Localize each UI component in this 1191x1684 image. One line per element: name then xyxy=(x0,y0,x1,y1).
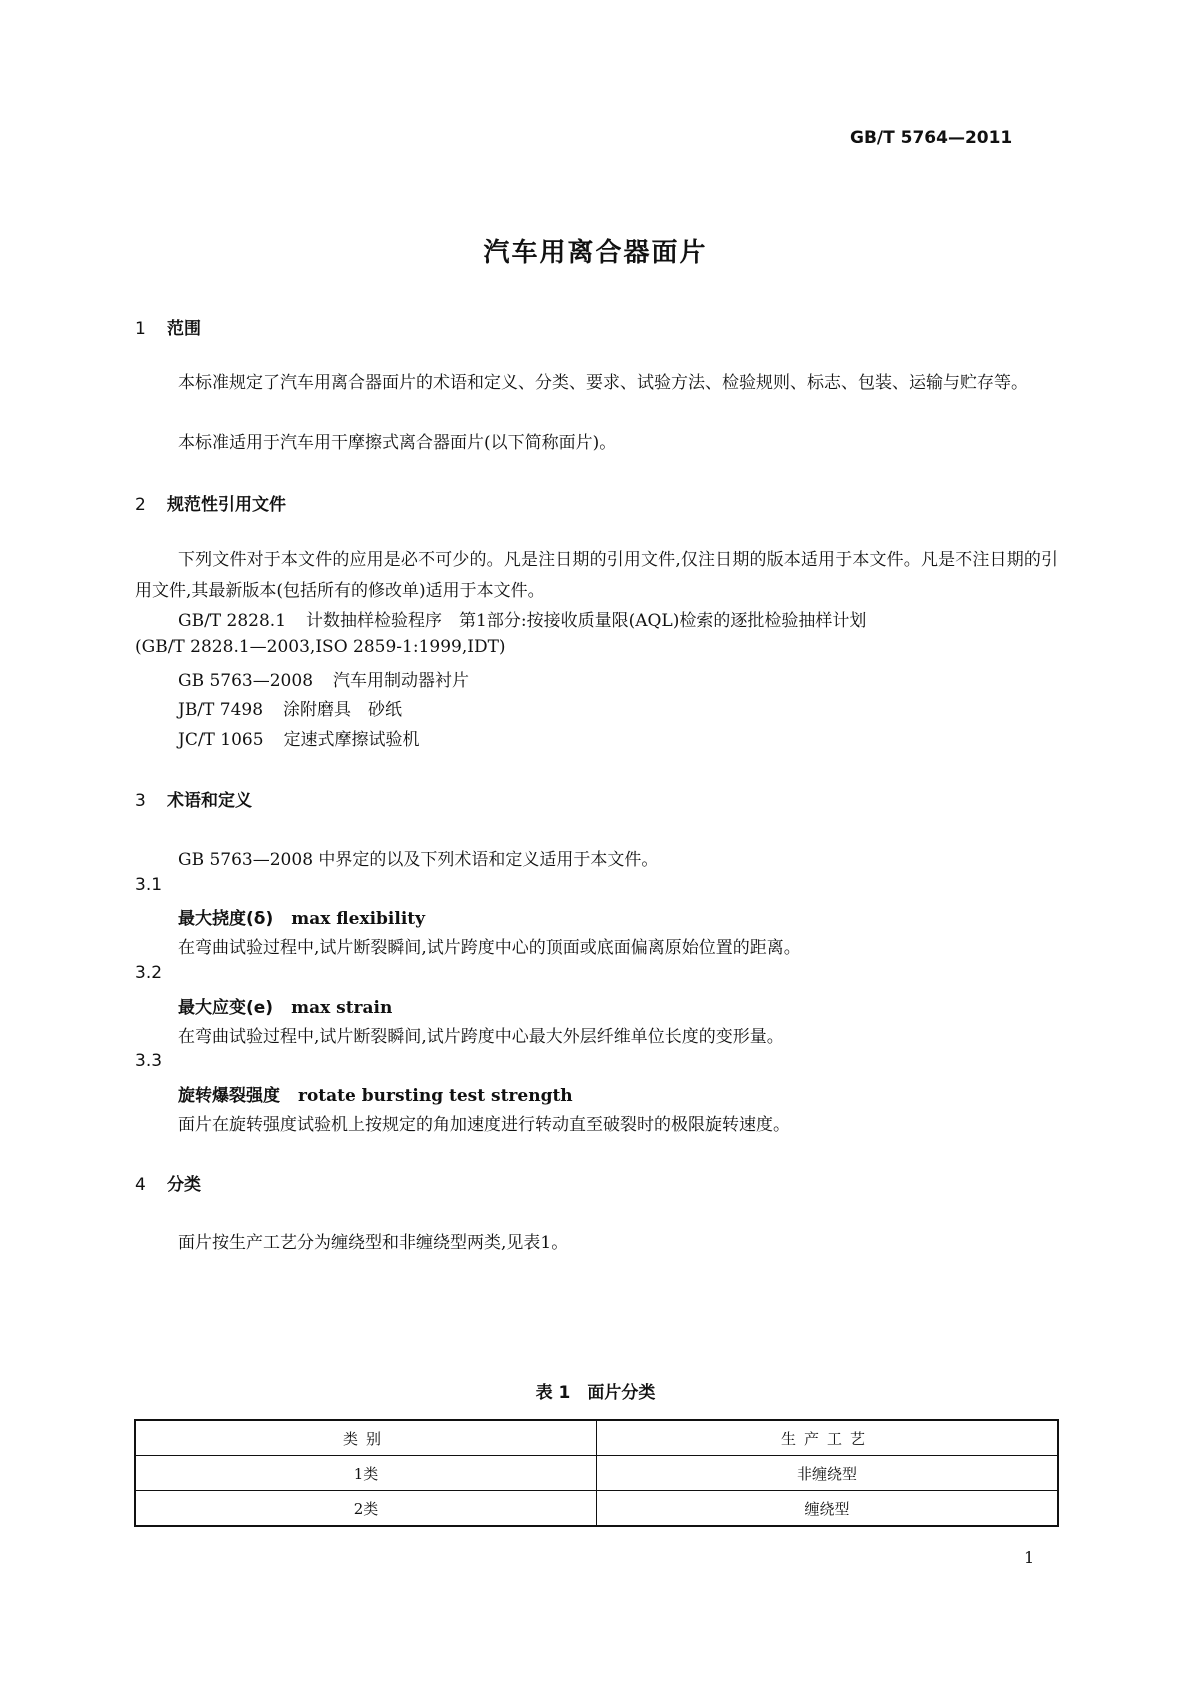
table-cell: 1类 xyxy=(135,1456,597,1491)
table-header-row xyxy=(135,1420,1058,1456)
term-english: rotate bursting test strength xyxy=(298,1086,573,1106)
section-title: 术语和定义 xyxy=(167,791,252,811)
table-row xyxy=(135,1491,1058,1527)
reference-item xyxy=(178,725,420,750)
reference-code: JB/T 7498 xyxy=(178,700,264,720)
table-caption: 表 1 面片分类 xyxy=(535,1383,656,1403)
table-header-cell: 类别 xyxy=(135,1420,597,1456)
section-1-paragraph-2: 本标准适用于汽车用干摩擦式离合器面片(以下简称面片)。 xyxy=(178,433,617,453)
standard-code: GB/T 5764—2011 xyxy=(850,128,1013,148)
term-english: max flexibility xyxy=(291,909,426,929)
table-cell: 非缠绕型 xyxy=(597,1456,1059,1491)
section-2-paragraph-1: 下列文件对于本文件的应用是必不可少的。凡是注日期的引用文件,仅注日期的版本适用于本文件。凡是不注日期的引用文件,其最新版本(包括所有的修改单)适用于本文件。 xyxy=(135,550,1058,601)
section-number: 2 xyxy=(135,495,146,515)
section-number: 3 xyxy=(135,791,146,811)
table-row xyxy=(135,1456,1058,1491)
classification-table xyxy=(134,1419,1059,1527)
term-number: 3.3 xyxy=(135,1051,163,1071)
term-chinese: 最大挠度(δ) xyxy=(178,909,274,929)
section-title: 规范性引用文件 xyxy=(167,495,286,515)
term-number: 3.2 xyxy=(135,963,163,983)
section-3-heading xyxy=(135,786,252,811)
section-number: 1 xyxy=(135,319,146,339)
reference-code: GB/T 2828.1 xyxy=(178,611,287,631)
reference-title: 计数抽样检验程序 第1部分:按接收质量限(AQL)检索的逐批检验抽样计划 xyxy=(306,611,867,631)
term-english: max strain xyxy=(291,998,393,1018)
term-number: 3.1 xyxy=(135,875,163,895)
table-cell: 缠绕型 xyxy=(597,1491,1059,1527)
reference-code: JC/T 1065 xyxy=(178,730,264,750)
term-chinese: 旋转爆裂强度 xyxy=(178,1086,280,1106)
page-number: 1 xyxy=(1024,1548,1035,1567)
term-definition: 在弯曲试验过程中,试片断裂瞬间,试片跨度中心的顶面或底面偏离原始位置的距离。 xyxy=(178,938,801,958)
term-heading xyxy=(178,993,392,1018)
section-2-heading xyxy=(135,490,286,515)
term-chinese: 最大应变(e) xyxy=(178,998,274,1018)
table-header-cell: 生产工艺 xyxy=(597,1420,1059,1456)
term-heading xyxy=(178,1081,573,1106)
section-3-intro: GB 5763—2008 中界定的以及下列术语和定义适用于本文件。 xyxy=(178,850,659,870)
reference-item xyxy=(178,695,402,720)
section-4-heading xyxy=(135,1170,201,1195)
section-1-paragraph-1: 本标准规定了汽车用离合器面片的术语和定义、分类、要求、试验方法、检验规则、标志、包装、运输与贮存等。 xyxy=(178,373,1028,393)
reference-continuation: (GB/T 2828.1—2003,ISO 2859-1:1999,IDT) xyxy=(135,637,506,657)
table-cell: 2类 xyxy=(135,1491,597,1527)
reference-code: GB 5763—2008 xyxy=(178,671,314,691)
term-definition: 面片在旋转强度试验机上按规定的角加速度进行转动直至破裂时的极限旋转速度。 xyxy=(178,1115,790,1135)
section-title: 分类 xyxy=(167,1175,201,1195)
section-title: 范围 xyxy=(167,319,201,339)
section-1-heading xyxy=(135,314,201,339)
reference-title: 定速式摩擦试验机 xyxy=(283,730,420,750)
section-4-paragraph-1: 面片按生产工艺分为缠绕型和非缠绕型两类,见表1。 xyxy=(178,1233,569,1253)
section-number: 4 xyxy=(135,1175,146,1195)
document-title: 汽车用离合器面片 xyxy=(483,238,708,268)
reference-item xyxy=(178,606,866,631)
reference-title: 汽车用制动器衬片 xyxy=(333,671,470,691)
term-definition: 在弯曲试验过程中,试片断裂瞬间,试片跨度中心最大外层纤维单位长度的变形量。 xyxy=(178,1027,784,1047)
reference-title: 涂附磨具 砂纸 xyxy=(283,700,403,720)
reference-item xyxy=(178,666,469,691)
term-heading xyxy=(178,904,425,929)
